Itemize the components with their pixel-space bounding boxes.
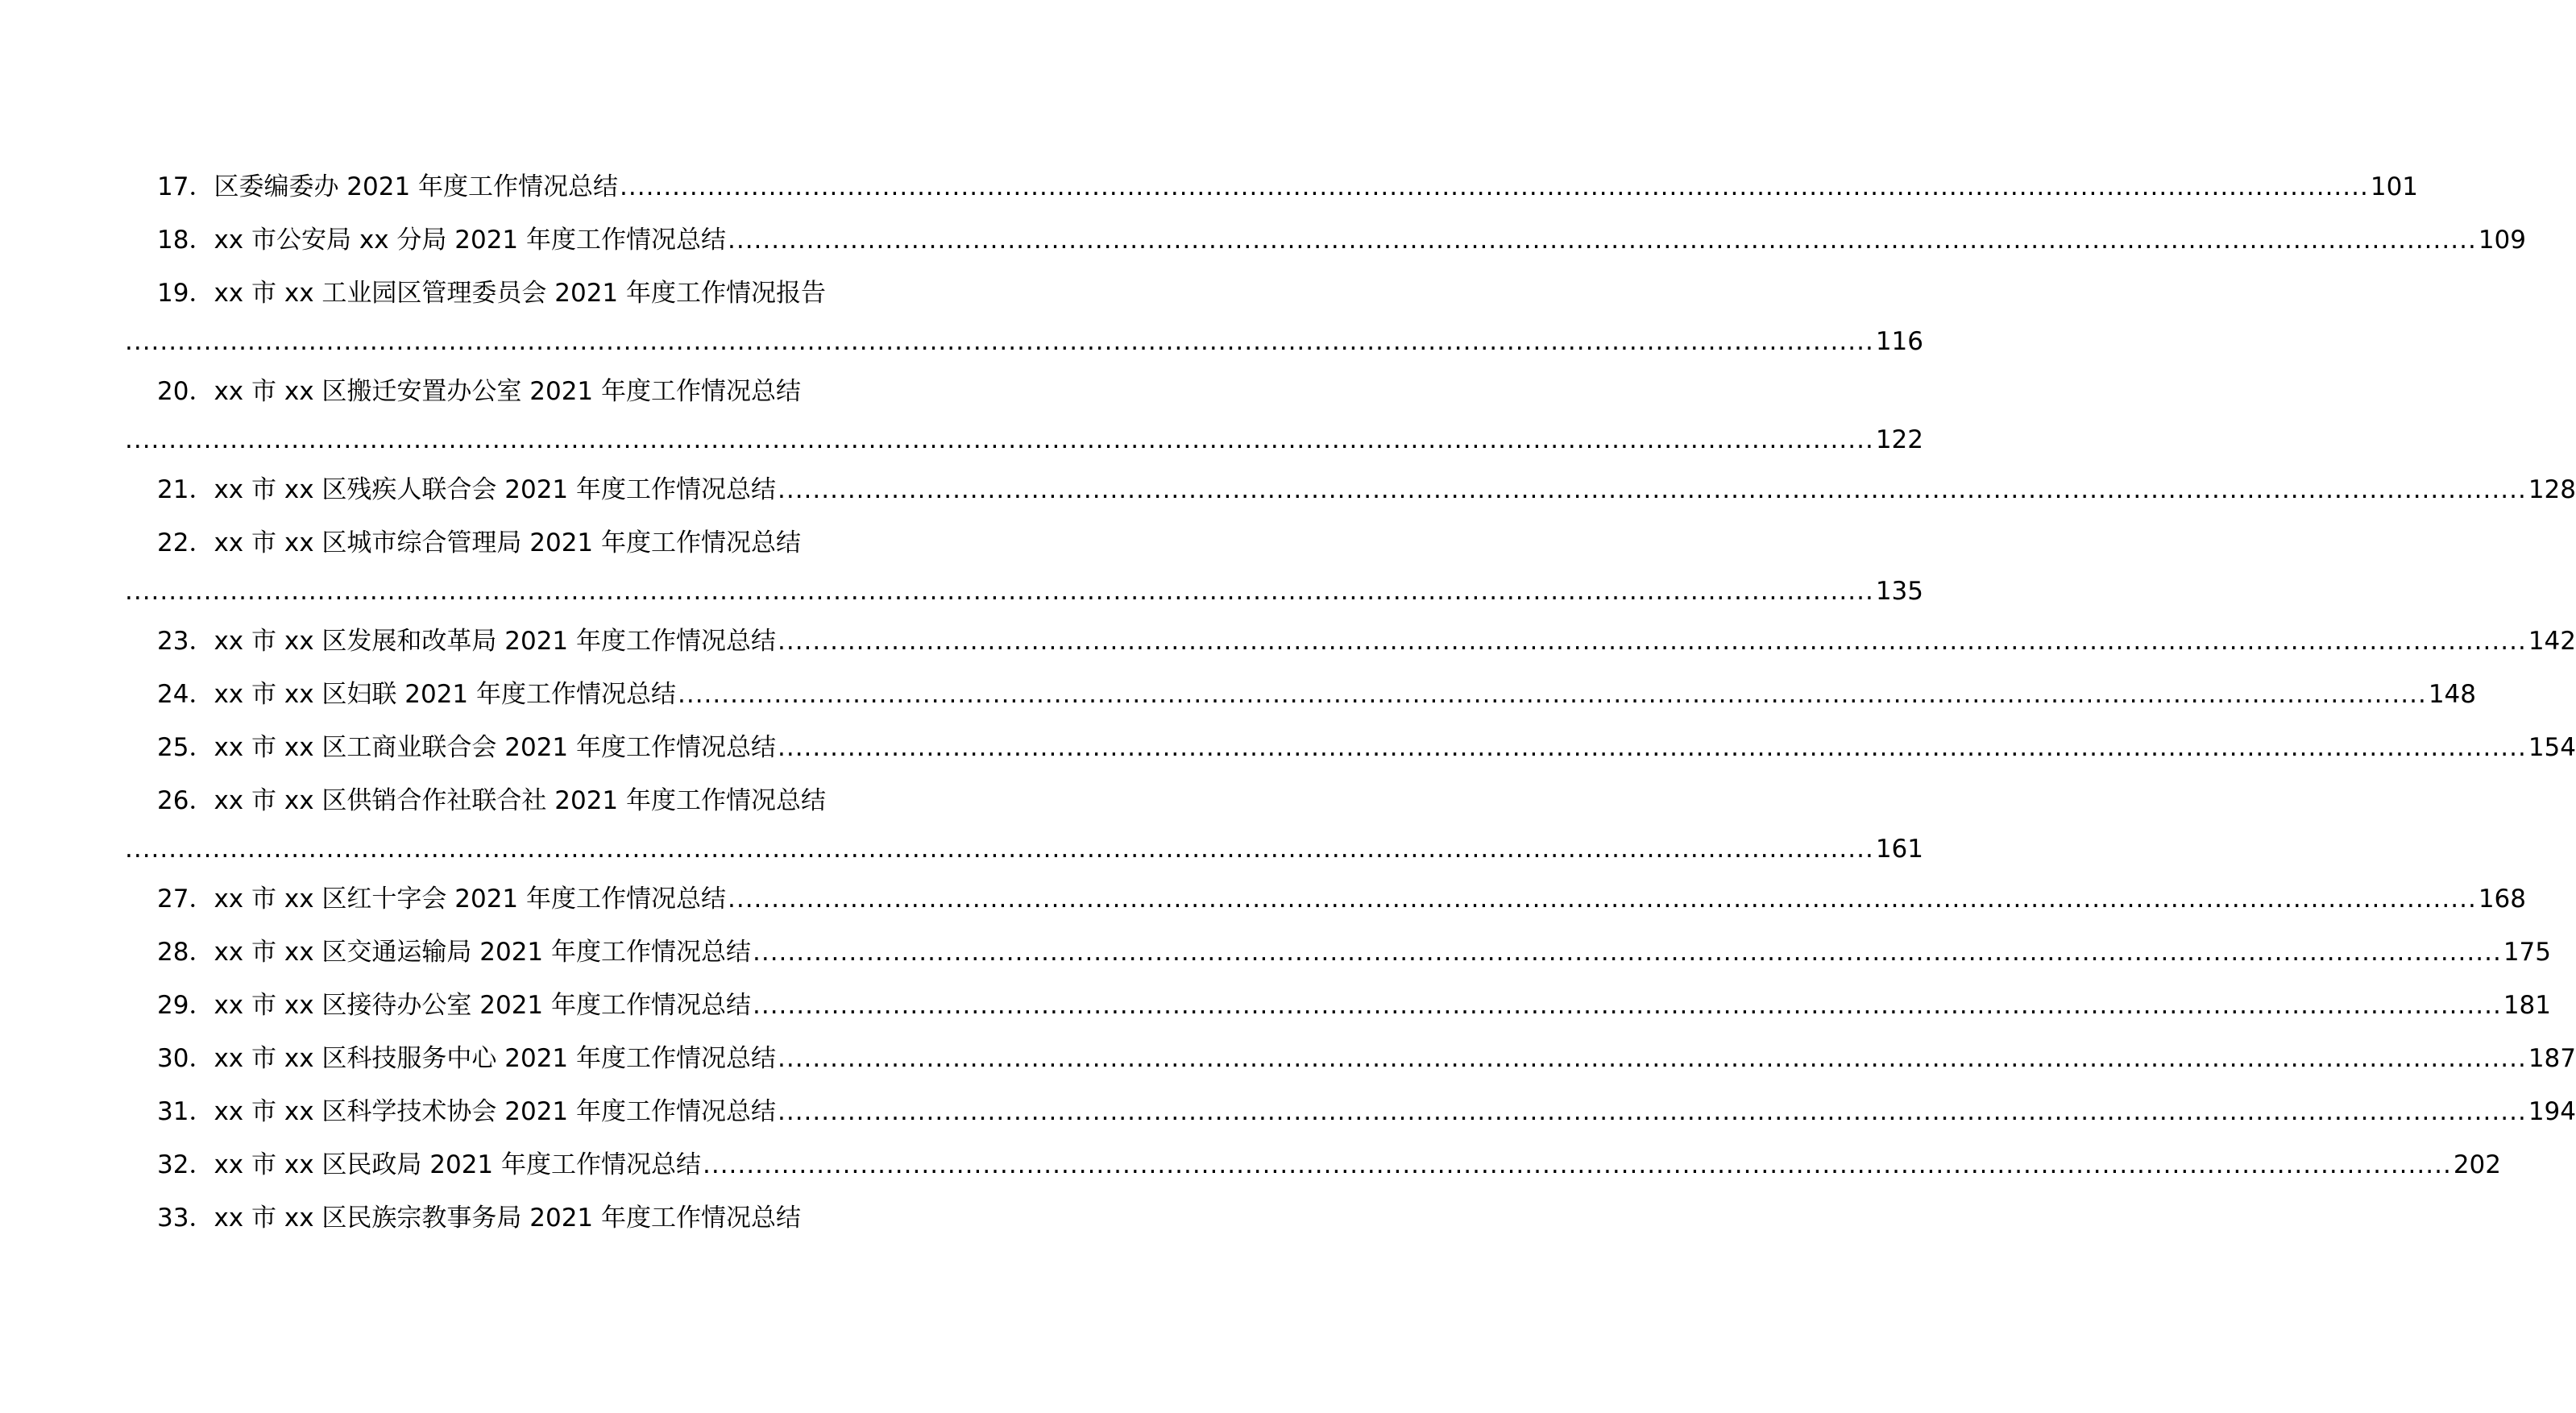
toc-entry-title: 33．xx 市 xx 区民族宗教事务局 2021 年度工作情况总结 [157, 1204, 801, 1233]
toc-entry-title: 22．xx 市 xx 区城市综合管理局 2021 年度工作情况总结 [157, 528, 801, 557]
toc-entry-title: 17．区委编委办 2021 年度工作情况总结 [157, 172, 619, 201]
dot-leader [753, 988, 2502, 1023]
toc-entry[interactable] [125, 783, 874, 831]
toc-page-number: 148 [2428, 680, 2476, 709]
dot-leader [778, 624, 2527, 659]
toc-entry-continuation [125, 831, 1923, 881]
dot-leader [678, 677, 2427, 712]
dot-leader [778, 472, 2527, 508]
dot-leader [778, 730, 2527, 765]
toc-entry[interactable] [125, 169, 2419, 222]
toc-page-number: 202 [2453, 1150, 2501, 1179]
toc-entry[interactable] [125, 276, 874, 324]
toc-page-number: 116 [1875, 327, 1923, 356]
toc-page-number: 168 [2478, 885, 2526, 914]
toc-entry[interactable] [125, 624, 2576, 677]
dot-leader [728, 881, 2477, 917]
toc-entry-title: 20．xx 市 xx 区搬迁安置办公室 2021 年度工作情况总结 [157, 377, 801, 406]
toc-page-number: 142 [2528, 627, 2576, 656]
toc-entry-title: 23．xx 市 xx 区发展和改革局 2021 年度工作情况总结 [157, 627, 776, 656]
dot-leader [728, 222, 2477, 258]
toc-page-number: 181 [2503, 991, 2551, 1020]
dot-leader [753, 934, 2502, 970]
dot-leader [620, 169, 2369, 205]
toc-entry-title: 32．xx 市 xx 区民政局 2021 年度工作情况总结 [157, 1150, 701, 1179]
dot-leader: ........................................................................................................................................................................................................ [125, 425, 1874, 454]
toc-entry[interactable] [125, 472, 2576, 525]
toc-page-number: 128 [2528, 475, 2576, 504]
table-of-contents [125, 169, 2576, 1249]
toc-entry-continuation [125, 422, 1923, 472]
dot-leader: ........................................................................................................................................................................................................ [125, 577, 1874, 606]
toc-entry-continuation [125, 324, 1923, 374]
toc-entry-title: 29．xx 市 xx 区接待办公室 2021 年度工作情况总结 [157, 991, 751, 1020]
toc-entry-title: 31．xx 市 xx 区科学技术协会 2021 年度工作情况总结 [157, 1097, 776, 1126]
toc-entry-title: 19．xx 市 xx 工业园区管理委员会 2021 年度工作情况报告 [157, 279, 826, 308]
toc-page-number: 175 [2503, 938, 2551, 967]
toc-entry[interactable] [125, 1200, 874, 1249]
toc-page-number: 122 [1875, 425, 1923, 454]
dot-leader [778, 1094, 2527, 1129]
toc-page-number: 194 [2528, 1097, 2576, 1126]
toc-entry[interactable] [125, 525, 874, 574]
toc-page-number: 109 [2478, 226, 2526, 255]
toc-entry[interactable] [125, 1094, 2576, 1147]
toc-entry[interactable] [125, 1147, 2501, 1200]
toc-entry[interactable] [125, 1041, 2576, 1094]
toc-entry-title: 25．xx 市 xx 区工商业联合会 2021 年度工作情况总结 [157, 733, 776, 762]
toc-page-number: 101 [2370, 172, 2419, 201]
toc-entry[interactable] [125, 222, 2526, 276]
toc-page-number: 161 [1875, 835, 1923, 864]
toc-entry-title: 21．xx 市 xx 区残疾人联合会 2021 年度工作情况总结 [157, 475, 776, 504]
toc-entry[interactable] [125, 881, 2526, 934]
toc-entry-title: 18．xx 市公安局 xx 分局 2021 年度工作情况总结 [157, 226, 726, 255]
toc-entry-title: 27．xx 市 xx 区红十字会 2021 年度工作情况总结 [157, 885, 726, 914]
toc-entry-title: 30．xx 市 xx 区科技服务中心 2021 年度工作情况总结 [157, 1044, 776, 1073]
toc-page-number: 154 [2528, 733, 2576, 762]
dot-leader: ........................................................................................................................................................................................................ [125, 327, 1874, 356]
toc-entry[interactable] [125, 934, 2551, 988]
toc-entry[interactable] [125, 730, 2576, 783]
toc-entry[interactable] [125, 677, 2476, 730]
toc-entry[interactable] [125, 374, 874, 422]
toc-entry-continuation [125, 574, 1923, 624]
toc-page-number: 135 [1875, 577, 1923, 606]
toc-page-number: 187 [2528, 1044, 2576, 1073]
toc-entry[interactable] [125, 988, 2551, 1041]
toc-entry-title: 26．xx 市 xx 区供销合作社联合社 2021 年度工作情况总结 [157, 786, 826, 815]
dot-leader [778, 1041, 2527, 1076]
dot-leader [703, 1147, 2452, 1183]
dot-leader: ........................................................................................................................................................................................................ [125, 835, 1874, 864]
toc-entry-title: 24．xx 市 xx 区妇联 2021 年度工作情况总结 [157, 680, 676, 709]
toc-entry-title: 28．xx 市 xx 区交通运输局 2021 年度工作情况总结 [157, 938, 751, 967]
